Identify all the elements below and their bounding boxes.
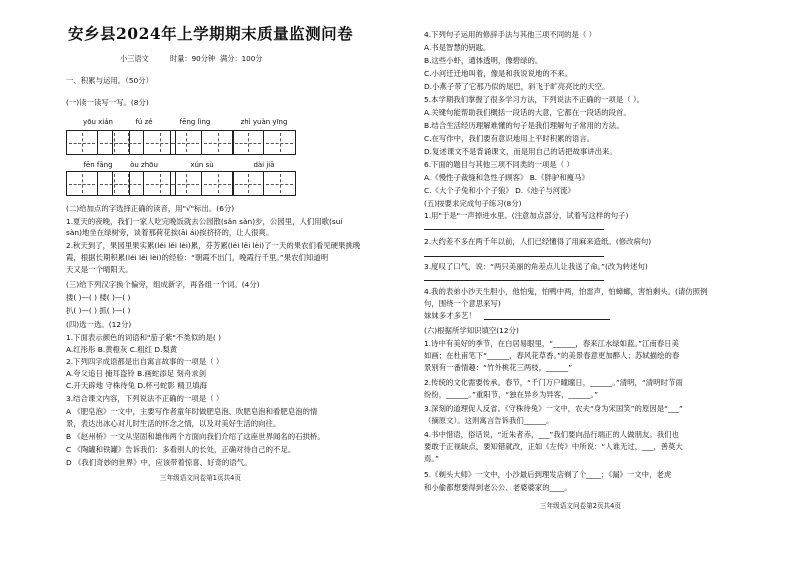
- question-2-text: sàn)地坐在绿树旁，谈着那荷花挨(āi ái)挨挤挤的，让人很爽。: [66, 228, 274, 237]
- question-6-text: 2.传统的文化需要传承。春节，“千门万户曈曈日，______。”清明，“清明时节雨: [424, 378, 683, 387]
- time-label: 时量：90分钟: [170, 54, 216, 63]
- question-4-text: 3.结合课文内容，下列说法不正确的一项是（ ）: [66, 394, 224, 403]
- question-2-heading: (二)给加点的字选择正确的读音，用"√"标出。(6分): [66, 204, 235, 213]
- pinyin-label: fēng lìng: [179, 118, 211, 126]
- question-1-heading: (一)读一读写一写。(8分): [66, 98, 149, 107]
- question-4-text: C 《陶罐和铁罐》告诉我们：多看别人的长处，正确对待自己的不足。: [66, 445, 296, 454]
- answer-line[interactable]: [424, 280, 604, 281]
- pinyin-label: fēn fāng: [83, 161, 113, 169]
- question-5-text: 妹妹多才多艺！: [424, 311, 476, 320]
- question-6-text: 景别有一番情趣：“竹外桃花三两枝，______”: [424, 363, 573, 372]
- question-6-text: 纷纷，______。”重阳节，“独在异乡为异客，______。”: [424, 390, 599, 399]
- question-4-heading: (四)选一选。(12分): [66, 320, 132, 329]
- question-4-text: C.开天辟地 守株待兔 D.杯弓蛇影 精卫填海: [66, 381, 207, 390]
- answer-line[interactable]: [424, 229, 604, 230]
- question-4-text: A.夸父追日 掩耳盗铃 B.画蛇添足 刻舟求剑: [66, 369, 206, 378]
- page-footer: 三年级语文问卷第2页共4页: [540, 502, 621, 510]
- option-text: D.小燕子带了它那乃似的尾巴，斜飞于旷亮亮比的天空。: [424, 82, 610, 91]
- question-5-text: 1.用"于是"一声掉进水里。(注意加点部分，试着写这样的句子): [424, 211, 629, 220]
- writing-box[interactable]: [232, 171, 296, 196]
- question-4-text: B 《赵州桥》一文从坚固和雄伟两个方面向我们介绍了这座世界闻名的石拱桥。: [66, 432, 325, 441]
- question-6-text: 焉。”: [424, 454, 439, 463]
- question-6-heading: (六)根据所学知识填空(12分): [424, 326, 519, 335]
- question-text: 6.下面的题目与其他三项不同类的一项是（ ）: [424, 160, 574, 169]
- question-3-heading: (三)给下列汉字换个偏旁，组成新字，再各组一个词。(4分): [66, 280, 260, 289]
- option-text: C.小河迁迁地叫着，像是和我说说地的不来。: [424, 69, 572, 78]
- question-4-text: 2.下列四字成语都是出自寓言故事的一项是（ ）: [66, 357, 224, 366]
- question-2-text: 霞，根据长期积累(léi lěi lèi)的经验：“朝霞不出门，晚霞行千里。”果农们知道明: [66, 253, 329, 262]
- question-5-text: 4.我的表弟小沙天生胆小，他怕鬼，怕鸭中两，怕雷声，怕蟑螂，害怕剩头。(请仿照例: [424, 287, 708, 296]
- pinyin-label: fú zé: [135, 118, 153, 126]
- option-text: A.《慢性子裁缝和急性子顾客》 B.《胖驴和瘦马》: [424, 173, 589, 182]
- option-text: B.结合生活经历理解难懂的句子是我们理解句子常用的方法。: [424, 121, 624, 130]
- option-text: C.《大个子兔和小个子狼》 D.《池子与河流》: [424, 186, 575, 195]
- question-4-text: 1.下面表示颜色的词语和"茄子紫"不类似的是( ): [66, 333, 221, 342]
- option-text: C.在写作中，我们要有意识地用上平时积累的语言。: [424, 134, 595, 143]
- question-text: 4.下列句子运用的修辞手法与其他三项不同的是（ ）: [424, 30, 596, 39]
- question-3-text: 扒( )—( ) 抓( )—( ): [66, 306, 131, 315]
- writing-box[interactable]: [112, 130, 176, 155]
- section-1-heading: 一、积累与运用。（50分）: [66, 76, 154, 85]
- question-4-text: A 《肥皂泡》一文中，主要写作者童年时做肥皂泡、吹肥皂泡和看肥皂泡的情: [66, 407, 318, 416]
- pinyin-label: zhì yuàn yīng: [240, 118, 288, 126]
- question-5-text: 句，围绕一个意思来写): [424, 299, 501, 308]
- question-5-heading: (五)按要求完成句子练习(8分): [424, 199, 522, 208]
- question-4-text: 景，表达出冰心对儿时生活的怀念之情，以及对美好生活的向往。: [66, 419, 281, 428]
- subject-label: 小三语文: [120, 54, 149, 63]
- writing-box[interactable]: [112, 171, 176, 196]
- writing-box[interactable]: [170, 171, 234, 196]
- question-3-text: 搂( )—( ) 楼( )—( ): [66, 293, 131, 302]
- answer-line[interactable]: [484, 319, 610, 320]
- question-6-text: 1.诗中有美好的季节，在白居易眼里，“______，春来江水绿如蓝。”江南春日美: [424, 339, 679, 348]
- question-6-text: 5.《剃头大师》一文中，小沙最后到理发店剃了个____；《漏》一文中，老虎: [424, 470, 672, 479]
- writing-box[interactable]: [170, 130, 234, 155]
- option-text: D.复述课文不是背诵课文，而是用自己的话把故事讲出来。: [424, 147, 617, 156]
- question-4-text: A.红彤彤 B.黄橙灰 C.粗红 D.梨黄: [66, 345, 178, 354]
- pinyin-label: dài jiā: [253, 161, 275, 169]
- pinyin-label: yōu xián: [83, 118, 113, 126]
- question-6-text: 要敢于正视缺点，要知错就改，正如《左传》中所说：“人谁无过，___，善莫大: [424, 442, 683, 451]
- pinyin-label: òu zhōu: [130, 161, 158, 169]
- question-2-text: 2.秋天到了，果园里果实累(léi lěi lèi)累，芬芳累(léi lěi lèi)了一天的果农们看见硬果挑晚: [66, 241, 361, 250]
- question-6-text: （摘原文）。这则寓言告诉我们______。: [424, 416, 554, 425]
- question-2-text: 1.夏天的夜晚，我们一家人吃完晚饭就去公园散(sǎn sàn)步，公园里，人们用歌(suí: [66, 217, 343, 226]
- question-2-text: 天又是一个晴阳天。: [66, 265, 133, 274]
- question-text: 5.本学期我们掌握了很多学习方法，下列说法不正确的一项是（ ）。: [424, 95, 645, 104]
- option-text: A.书是智慧的钥匙。: [424, 43, 491, 52]
- pinyin-label: xún sù: [190, 161, 214, 169]
- page-footer: 三年级语文问卷第1页共4页: [160, 474, 241, 482]
- question-6-text: 如画；在杜甫笔下“______，春风花草香。”的美景春意更加醉人；苏轼描绘的春: [424, 351, 680, 360]
- option-text: A.关键句能帮助我们概括一段话的大意，它都在一段话的段首。: [424, 108, 631, 117]
- question-5-text: 2.大约差不多在两千年以前，人们已经懂得了用麻来造纸。(修改病句): [424, 237, 652, 246]
- question-6-text: 4.书中惜语，俗话说，“近朱者赤，___”我们要向品行端正的人做朋友。我们也: [424, 430, 679, 439]
- question-4-text: D 《我们奇妙的世界》中，应该带着惊喜、好奇的语气。: [66, 458, 252, 467]
- option-text: B.这些小虾，通体透明，像碧绿的。: [424, 56, 543, 65]
- question-6-text: 3.深刻的道理促人反省。《守株待兔》一文中，农夫“身为宋国笑”的原因是“___”: [424, 404, 683, 413]
- page-title: 安乡县2024年上学期期末质量监测问卷: [68, 24, 354, 43]
- question-6-text: 和小偷都想要得到老公公、老婆婆家的____。: [424, 483, 572, 492]
- answer-line[interactable]: [424, 256, 604, 257]
- score-label: 满分：100分: [220, 54, 263, 63]
- question-5-text: 3.度叹了口气，说：“两只美丽的角差点儿让我送了命。”(改为转述句): [424, 262, 648, 271]
- writing-box[interactable]: [232, 130, 296, 155]
